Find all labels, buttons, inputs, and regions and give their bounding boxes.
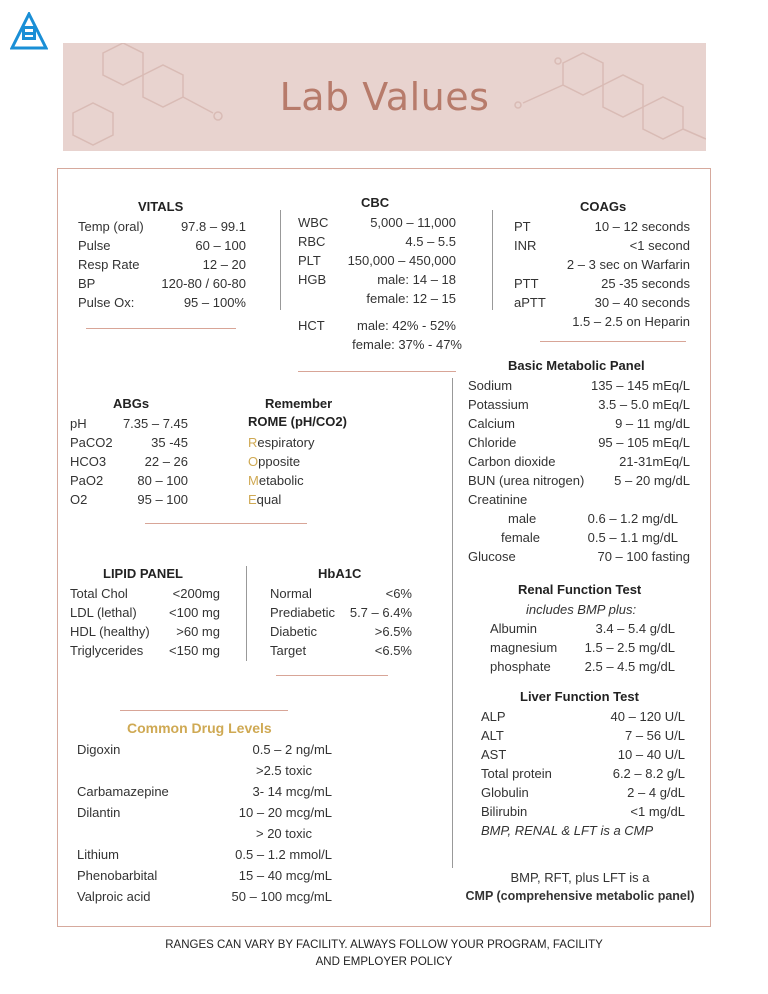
coags-label: INR xyxy=(514,238,537,253)
abgs-label: PaO2 xyxy=(70,473,104,488)
bmp-label: Chloride xyxy=(468,435,517,450)
rome-initial: R xyxy=(248,435,258,450)
divider-vertical xyxy=(246,566,247,661)
hba1c-label: Normal xyxy=(270,586,312,601)
divider xyxy=(86,328,236,329)
vitals-value: 60 – 100 xyxy=(195,238,246,253)
abgs-value: 35 -45 xyxy=(151,435,188,450)
cbc-label: PLT xyxy=(298,253,321,268)
lft-value: 6.2 – 8.2 g/L xyxy=(612,766,685,781)
cbc-value: 5,000 – 11,000 xyxy=(370,215,456,230)
vitals-label: BP xyxy=(78,276,96,291)
drug-label: Dilantin xyxy=(77,805,121,820)
drug-value: >2.5 toxic xyxy=(255,763,312,778)
drug-label: Phenobarbital xyxy=(77,868,158,883)
drug-value: 10 – 20 mcg/mL xyxy=(238,805,332,820)
lft-value: 2 – 4 g/dL xyxy=(627,785,685,800)
vitals-label: Pulse xyxy=(78,238,111,253)
lft-value: 10 – 40 U/L xyxy=(617,747,685,762)
bmp-label: BUN (urea nitrogen) xyxy=(468,473,585,488)
coags-value: 2 – 3 sec on Warfarin xyxy=(566,257,690,272)
cmp-line-2: CMP (comprehensive metabolic panel) xyxy=(465,889,695,903)
cbc-value: female: 12 – 15 xyxy=(366,291,456,306)
rome-word: pposite xyxy=(258,454,301,469)
rome-initial: M xyxy=(248,473,259,488)
rome-subheader: ROME (pH/CO2) xyxy=(248,414,347,429)
hba1c-header: HbA1C xyxy=(318,566,362,581)
lft-value: 40 – 120 U/L xyxy=(610,709,685,724)
coags-value: 1.5 – 2.5 on Heparin xyxy=(572,314,690,329)
abgs-header: ABGs xyxy=(113,396,150,411)
coags-value: 30 – 40 seconds xyxy=(594,295,690,310)
vitals-label: Resp Rate xyxy=(78,257,140,272)
lipid-value: <100 mg xyxy=(169,605,220,620)
bmp-value: 70 – 100 fasting xyxy=(597,549,690,564)
lipid-label: LDL (lethal) xyxy=(70,605,137,620)
rome-word: qual xyxy=(256,492,282,507)
lipid-header: LIPID PANEL xyxy=(103,566,183,581)
lipid-label: Triglycerides xyxy=(70,643,144,658)
lft-label: AST xyxy=(481,747,507,762)
bmp-value: 5 – 20 mg/dL xyxy=(614,473,690,488)
hba1c-label: Target xyxy=(270,643,307,658)
drug-value: 0.5 – 2 ng/mL xyxy=(252,742,332,757)
drug-label: Digoxin xyxy=(77,742,121,757)
drug-label: Carbamazepine xyxy=(77,784,169,799)
cbc-label: RBC xyxy=(298,234,326,249)
renal-label: Albumin xyxy=(490,621,537,636)
coags-header: COAGs xyxy=(580,199,627,214)
lft-label: Globulin xyxy=(481,785,529,800)
renal-value: 3.4 – 5.4 g/dL xyxy=(595,621,675,636)
hba1c-value: <6% xyxy=(385,586,412,601)
divider-vertical xyxy=(280,210,281,310)
cbc-value: 4.5 – 5.5 xyxy=(405,234,456,249)
rome-item xyxy=(248,452,300,471)
lft-header: Liver Function Test xyxy=(520,689,639,704)
renal-subheader: includes BMP plus: xyxy=(526,602,637,617)
abgs-value: 7.35 – 7.45 xyxy=(122,416,188,431)
bmp-value: 3.5 – 5.0 mEq/L xyxy=(598,397,690,412)
vitals-value: 120-80 / 60-80 xyxy=(161,276,246,291)
title-banner xyxy=(63,43,706,151)
cbc-label: HGB xyxy=(298,272,327,287)
bmp-label: female xyxy=(501,530,541,545)
bmp-value: 0.6 – 1.2 mg/dL xyxy=(587,511,678,526)
rome-initial: E xyxy=(248,492,257,507)
bmp-label: Carbon dioxide xyxy=(468,454,556,469)
hba1c-value: 5.7 – 6.4% xyxy=(349,605,412,620)
rome-item xyxy=(248,433,314,452)
lipid-label: Total Chol xyxy=(70,586,128,601)
bmp-header: Basic Metabolic Panel xyxy=(508,358,645,373)
footer-line-1: RANGES CAN VARY BY FACILITY. ALWAYS FOLLOW YOUR PROGRAM, FACILITY xyxy=(165,939,603,951)
coags-value: 25 -35 seconds xyxy=(601,276,690,291)
bmp-value: 21-31mEq/L xyxy=(619,454,690,469)
lipid-value: <150 mg xyxy=(169,643,220,658)
coags-value: 10 – 12 seconds xyxy=(594,219,690,234)
coags-label: aPTT xyxy=(514,295,546,310)
bmp-value: 95 – 105 mEq/L xyxy=(598,435,690,450)
divider-vertical xyxy=(452,378,453,868)
bmp-label: Sodium xyxy=(468,378,513,393)
divider xyxy=(298,371,456,372)
abgs-label: pH xyxy=(70,416,87,431)
drug-label: Valproic acid xyxy=(77,889,151,904)
cbc-value: female: 37% - 47% xyxy=(352,337,462,352)
lft-value: <1 mg/dL xyxy=(630,804,685,819)
abgs-label: HCO3 xyxy=(70,454,107,469)
vitals-label: Pulse Ox: xyxy=(78,295,135,310)
divider xyxy=(120,710,288,711)
lft-label: ALP xyxy=(481,709,506,724)
coags-value: <1 second xyxy=(629,238,690,253)
vitals-header: VITALS xyxy=(138,199,184,214)
hba1c-label: Prediabetic xyxy=(270,605,336,620)
hba1c-value: >6.5% xyxy=(374,624,412,639)
drugs-header: Common Drug Levels xyxy=(127,720,272,736)
bmp-label: Glucose xyxy=(468,549,516,564)
drug-label: Lithium xyxy=(77,847,119,862)
vitals-value: 95 – 100% xyxy=(183,295,246,310)
bmp-label: Calcium xyxy=(468,416,515,431)
cbc-value: male: 14 – 18 xyxy=(377,272,456,287)
lft-label: ALT xyxy=(481,728,504,743)
renal-label: phosphate xyxy=(490,659,551,674)
renal-value: 2.5 – 4.5 mg/dL xyxy=(584,659,675,674)
vitals-label: Temp (oral) xyxy=(78,219,144,234)
logo xyxy=(10,12,48,52)
cmp-line-1: BMP, RFT, plus LFT is a xyxy=(510,870,650,885)
lipid-value: >60 mg xyxy=(176,624,220,639)
drug-value: 0.5 – 1.2 mmol/L xyxy=(235,847,332,862)
coags-label: PTT xyxy=(514,276,539,291)
lipid-label: HDL (healthy) xyxy=(70,624,150,639)
logo-mark xyxy=(10,12,48,52)
rome-initial: O xyxy=(248,454,259,469)
footer-line-2: AND EMPLOYER POLICY xyxy=(315,956,453,968)
bmp-label: Creatinine xyxy=(468,492,528,507)
hba1c-value: <6.5% xyxy=(374,643,412,658)
rome-word: espiratory xyxy=(257,435,315,450)
abgs-value: 22 – 26 xyxy=(144,454,188,469)
abgs-value: 95 – 100 xyxy=(137,492,188,507)
lipid-value: <200mg xyxy=(172,586,220,601)
bmp-label: Potassium xyxy=(468,397,529,412)
divider xyxy=(276,675,388,676)
drug-value: 15 – 40 mcg/mL xyxy=(238,868,332,883)
divider-vertical xyxy=(492,210,493,310)
drug-value: > 20 toxic xyxy=(255,826,312,841)
renal-header: Renal Function Test xyxy=(518,582,642,597)
abgs-label: PaCO2 xyxy=(70,435,113,450)
bmp-value: 0.5 – 1.1 mg/dL xyxy=(587,530,678,545)
cbc-value: 150,000 – 450,000 xyxy=(347,253,456,268)
rome-item xyxy=(248,471,304,490)
bmp-value: 135 – 145 mEq/L xyxy=(590,378,690,393)
divider xyxy=(540,341,686,342)
rome-header: Remember xyxy=(265,396,333,411)
bmp-label: male xyxy=(508,511,537,526)
hba1c-label: Diabetic xyxy=(270,624,317,639)
cbc-header: CBC xyxy=(361,195,390,210)
drug-value: 50 – 100 mcg/mL xyxy=(231,889,332,904)
cbc-label: WBC xyxy=(298,215,329,230)
rome-item xyxy=(248,490,281,509)
coags-label: PT xyxy=(514,219,531,234)
lft-note: BMP, RENAL & LFT is a CMP xyxy=(481,823,654,838)
renal-value: 1.5 – 2.5 mg/dL xyxy=(584,640,675,655)
page-title: Lab Values xyxy=(279,75,490,119)
lft-label: Total protein xyxy=(481,766,552,781)
bmp-value: 9 – 11 mg/dL xyxy=(615,416,690,431)
vitals-value: 12 – 20 xyxy=(202,257,246,272)
lft-label: Bilirubin xyxy=(481,804,528,819)
cbc-label: HCT xyxy=(298,318,325,333)
vitals-value: 97.8 – 99.1 xyxy=(180,219,246,234)
drug-value: 3- 14 mcg/mL xyxy=(252,784,332,799)
renal-label: magnesium xyxy=(490,640,558,655)
abgs-label: O2 xyxy=(70,492,88,507)
lft-value: 7 – 56 U/L xyxy=(625,728,685,743)
cbc-value: male: 42% - 52% xyxy=(357,318,456,333)
divider xyxy=(145,523,307,524)
abgs-value: 80 – 100 xyxy=(137,473,188,488)
rome-word: etabolic xyxy=(258,473,304,488)
